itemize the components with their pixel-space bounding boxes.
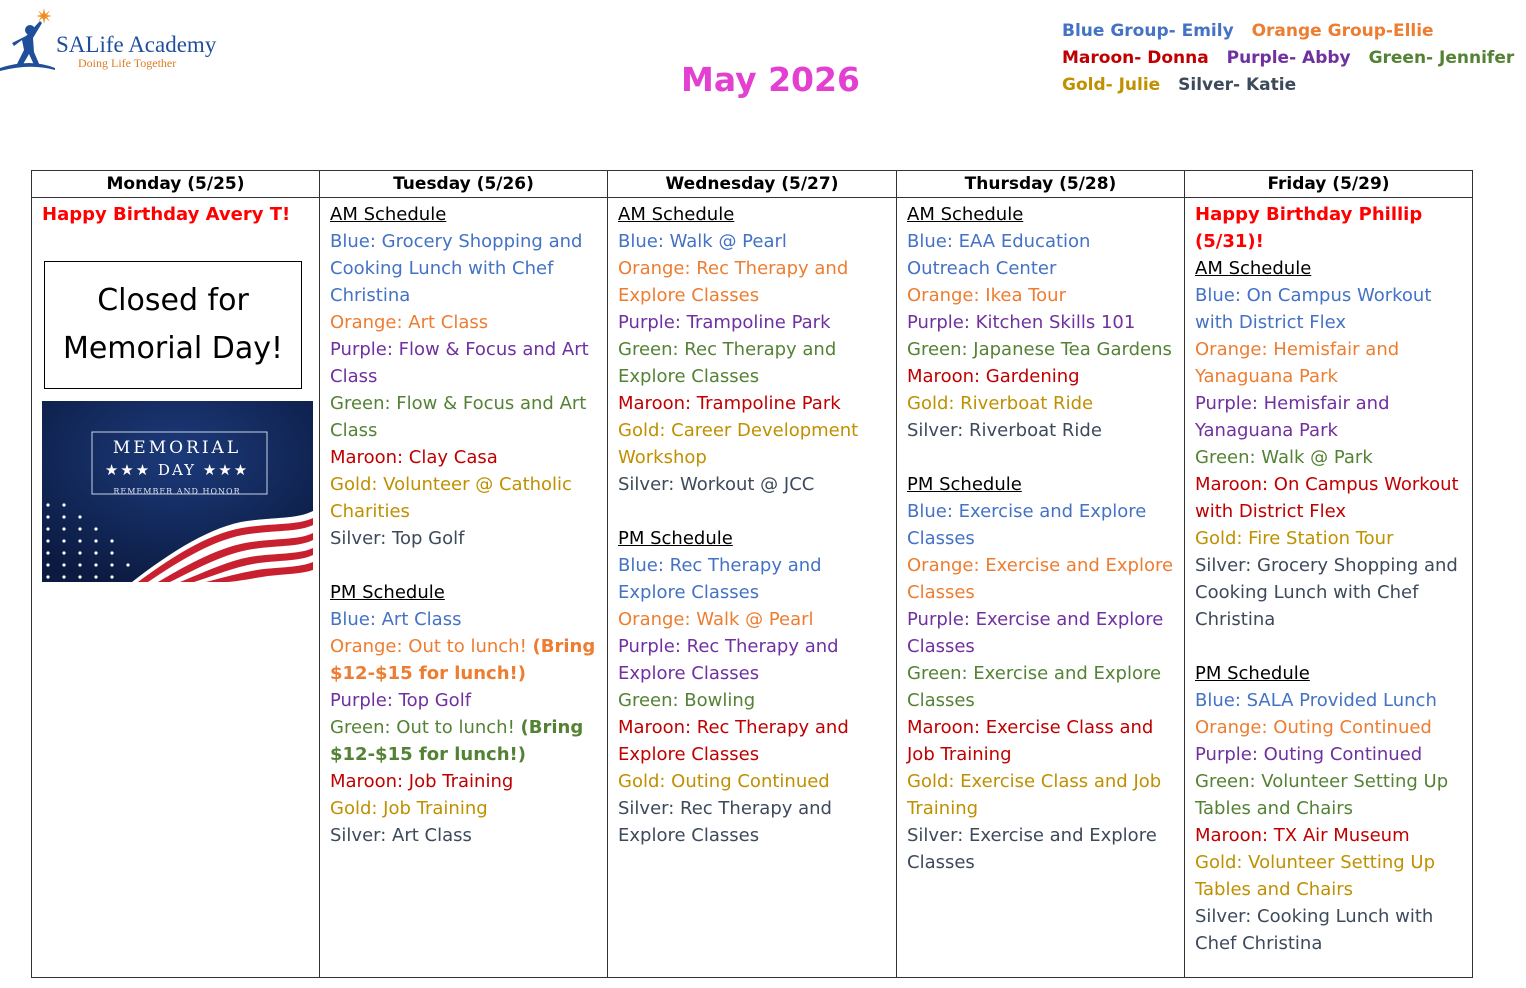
- lunch-note: (Bring $12-$15 for lunch!): [330, 636, 596, 684]
- spacer: [618, 498, 886, 525]
- memorial-line3: REMEMBER AND HONOR: [113, 487, 241, 496]
- legend-maroon: Maroon- Donna: [1062, 48, 1209, 68]
- activity-green: Green: Rec Therapy and Explore Classes: [618, 339, 837, 387]
- legend-orange: Orange Group-Ellie: [1251, 21, 1434, 41]
- activity-green: Green: Bowling: [618, 690, 756, 711]
- day-header-wednesday: Wednesday (5/27): [608, 171, 897, 198]
- closed-text: Closed for Memorial Day!: [62, 283, 284, 366]
- salife-logo: [0, 8, 230, 78]
- activity-purple: Purple: Trampoline Park: [618, 312, 831, 333]
- memorial-day-image: [42, 401, 313, 582]
- am-schedule-heading: AM Schedule: [1195, 258, 1312, 279]
- activity-silver: Silver: Top Golf: [330, 528, 465, 549]
- activity-blue: Blue: Exercise and Explore Classes: [907, 501, 1147, 549]
- activity-silver: Silver: Cooking Lunch with Chef Christina: [1195, 906, 1434, 954]
- activity-green: Green: Walk @ Park: [1195, 447, 1373, 468]
- activity-green: Green: Japanese Tea Gardens: [907, 339, 1172, 360]
- activity-orange: Orange: Walk @ Pearl: [618, 609, 814, 630]
- activity-maroon: Maroon: On Campus Workout with District Flex: [1195, 474, 1459, 522]
- day-header-friday: Friday (5/29): [1185, 171, 1473, 198]
- activity-orange: Orange: Art Class: [330, 312, 489, 333]
- day-header-tuesday: Tuesday (5/26): [320, 171, 608, 198]
- activity-purple: Purple: Exercise and Explore Classes: [907, 609, 1164, 657]
- day-header-thursday: Thursday (5/28): [897, 171, 1185, 198]
- activity-purple: Purple: Top Golf: [330, 690, 472, 711]
- activity-orange: Orange: Exercise and Explore Classes: [907, 555, 1174, 603]
- lunch-note: (Bring $12-$15 for lunch!): [330, 717, 584, 765]
- memorial-line1: MEMORIAL: [112, 438, 242, 458]
- activity-purple: Purple: Hemisfair and Yanaguana Park: [1195, 393, 1390, 441]
- activity-orange: Orange: Rec Therapy and Explore Classes: [618, 258, 849, 306]
- activity-gold: Gold: Volunteer @ Catholic Charities: [330, 474, 572, 522]
- activity-text: Orange: Out to lunch!: [330, 636, 527, 657]
- legend-blue: Blue Group- Emily: [1062, 21, 1234, 41]
- activity-silver: Silver: Exercise and Explore Classes: [907, 825, 1157, 873]
- logo-name: SALife Academy: [56, 32, 217, 57]
- closed-notice: [44, 261, 302, 389]
- day-cell-monday: [32, 198, 320, 978]
- pm-schedule-heading: PM Schedule: [1195, 663, 1310, 684]
- page-title: May 2026: [681, 60, 860, 99]
- activity-maroon: Maroon: Clay Casa: [330, 447, 498, 468]
- pm-schedule-heading: PM Schedule: [330, 582, 445, 603]
- activity-orange: Orange: Hemisfair and Yanaguana Park: [1195, 339, 1400, 387]
- legend-silver: Silver- Katie: [1178, 75, 1297, 95]
- calendar-header-row: [32, 171, 1473, 198]
- spacer: [907, 444, 1174, 471]
- group-legend: [1062, 18, 1515, 99]
- activity-maroon: Maroon: Gardening: [907, 366, 1080, 387]
- activity-silver: Silver: Workout @ JCC: [618, 474, 815, 495]
- activity-gold: Gold: Exercise Class and Job Training: [907, 771, 1162, 819]
- activity-blue: Blue: EAA Education Outreach Center: [907, 231, 1091, 279]
- legend-row: [1062, 18, 1492, 45]
- memorial-line2: ★★★ DAY ★★★: [104, 461, 250, 479]
- day-header-monday: Monday (5/25): [32, 171, 320, 198]
- legend-green: Green- Jennifer: [1368, 48, 1515, 68]
- activity-maroon: Maroon: TX Air Museum: [1195, 825, 1410, 846]
- activity-gold: Gold: Volunteer Setting Up Tables and Chairs: [1195, 852, 1436, 900]
- spacer: [1195, 633, 1462, 660]
- am-schedule-heading: AM Schedule: [618, 204, 735, 225]
- legend-row: [1062, 72, 1492, 99]
- activity-text: Green: Out to lunch!: [330, 717, 515, 738]
- activity-maroon: Maroon: Job Training: [330, 771, 514, 792]
- activity-orange: [330, 633, 597, 687]
- day-cell-wednesday: [608, 198, 897, 978]
- activity-blue: Blue: Walk @ Pearl: [618, 231, 787, 252]
- activity-green: Green: Flow & Focus and Art Class: [330, 393, 587, 441]
- activity-orange: Orange: Outing Continued: [1195, 717, 1432, 738]
- activity-green: Green: Volunteer Setting Up Tables and Chairs: [1195, 771, 1449, 819]
- legend-gold: Gold- Julie: [1062, 75, 1161, 95]
- activity-blue: Blue: On Campus Workout with District Flex: [1195, 285, 1432, 333]
- activity-blue: Blue: Rec Therapy and Explore Classes: [618, 555, 822, 603]
- legend-purple: Purple- Abby: [1226, 48, 1351, 68]
- activity-blue: Blue: Art Class: [330, 609, 462, 630]
- am-schedule-heading: AM Schedule: [330, 204, 447, 225]
- activity-blue: Blue: Grocery Shopping and Cooking Lunch with Chef Christina: [330, 231, 583, 306]
- activity-silver: Silver: Art Class: [330, 825, 472, 846]
- activity-maroon: Maroon: Exercise Class and Job Training: [907, 717, 1154, 765]
- activity-silver: Silver: Riverboat Ride: [907, 420, 1102, 441]
- pm-schedule-heading: PM Schedule: [907, 474, 1022, 495]
- activity-silver: Silver: Rec Therapy and Explore Classes: [618, 798, 832, 846]
- logo-figure-icon: [0, 8, 60, 74]
- activity-green: Green: Exercise and Explore Classes: [907, 663, 1162, 711]
- activity-blue: Blue: SALA Provided Lunch: [1195, 690, 1437, 711]
- activity-purple: Purple: Outing Continued: [1195, 744, 1423, 765]
- am-schedule-heading: AM Schedule: [907, 204, 1024, 225]
- birthday-note: Happy Birthday Avery T!: [42, 204, 291, 225]
- spacer: [330, 552, 597, 579]
- day-cell-friday: [1185, 198, 1473, 978]
- logo-tagline: Doing Life Together: [78, 56, 177, 70]
- activity-green: [330, 714, 597, 768]
- activity-orange: Orange: Ikea Tour: [907, 285, 1066, 306]
- activity-gold: Gold: Career Development Workshop: [618, 420, 859, 468]
- day-cell-thursday: [897, 198, 1185, 978]
- weekly-calendar: [31, 170, 1473, 978]
- activity-maroon: Maroon: Rec Therapy and Explore Classes: [618, 717, 849, 765]
- activity-purple: Purple: Kitchen Skills 101: [907, 312, 1136, 333]
- day-cell-tuesday: [320, 198, 608, 978]
- pm-schedule-heading: PM Schedule: [618, 528, 733, 549]
- activity-silver: Silver: Grocery Shopping and Cooking Lunch with Chef Christina: [1195, 555, 1458, 630]
- activity-gold: Gold: Fire Station Tour: [1195, 528, 1394, 549]
- birthday-note: Happy Birthday Phillip (5/31)!: [1195, 204, 1423, 252]
- activity-maroon: Maroon: Trampoline Park: [618, 393, 841, 414]
- activity-purple: Purple: Flow & Focus and Art Class: [330, 339, 589, 387]
- legend-row: [1062, 45, 1515, 72]
- activity-purple: Purple: Rec Therapy and Explore Classes: [618, 636, 839, 684]
- calendar-body-row: [32, 198, 1473, 978]
- activity-gold: Gold: Job Training: [330, 798, 488, 819]
- activity-gold: Gold: Riverboat Ride: [907, 393, 1094, 414]
- activity-gold: Gold: Outing Continued: [618, 771, 830, 792]
